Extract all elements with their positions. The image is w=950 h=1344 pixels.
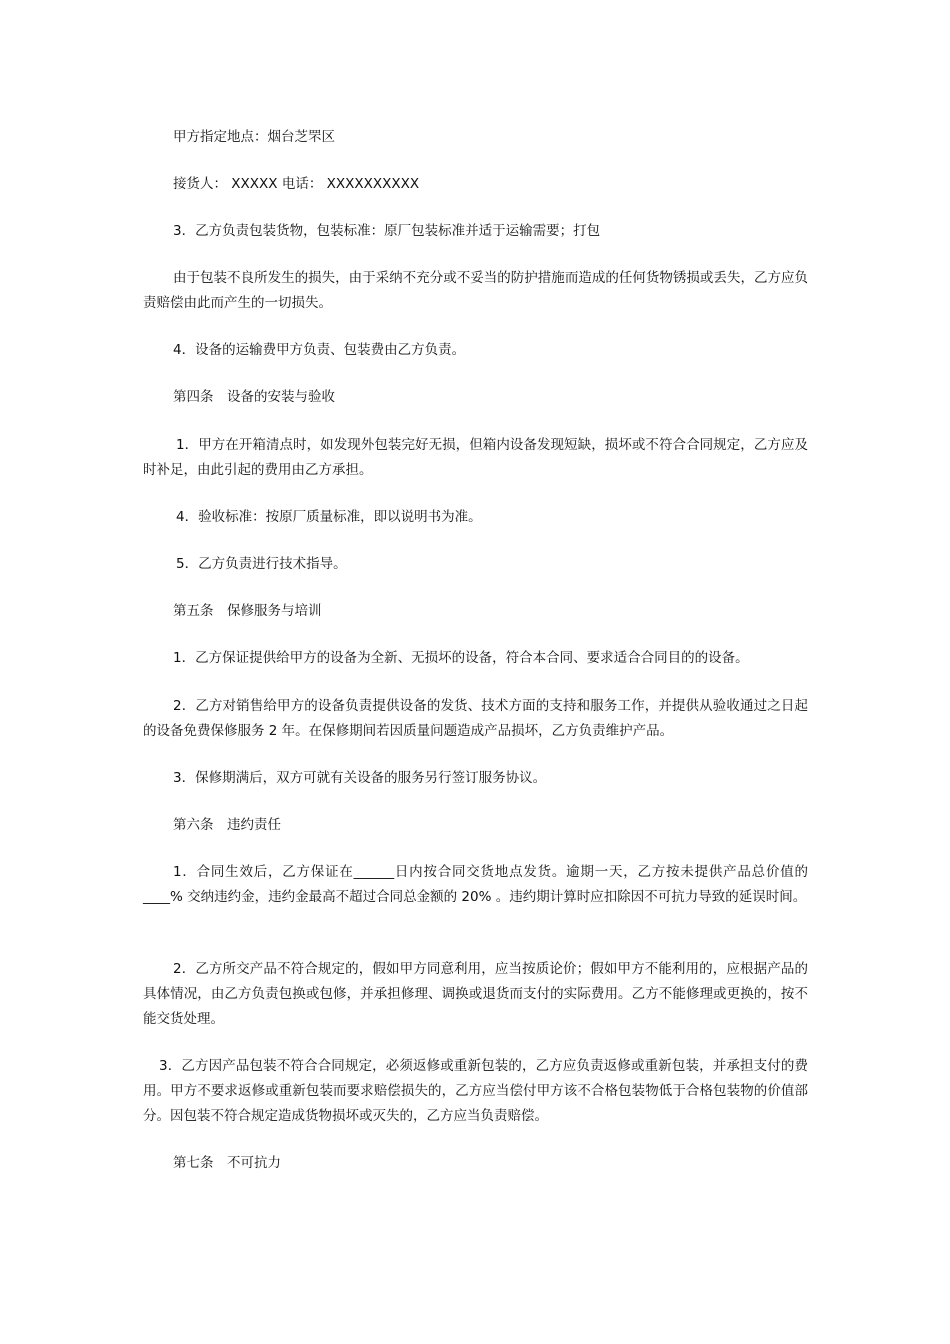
article-6-item-1: 1．合同生效后，乙方保证在______日内按合同交货地点发货。逾期一天，乙方按未提供产品总价值的____% 交纳违约金，违约金最高不超过合同总金额的 20% 。违约期计算时应扣除因不可抗力导致的延误时间。	[143, 864, 808, 905]
document-page	[143, 0, 808, 1344]
article-7-heading: 第七条 不可抗力	[173, 1155, 281, 1171]
article-5-heading: 第五条 保修服务与培训	[173, 603, 322, 619]
article-4-heading: 第四条 设备的安装与验收	[173, 389, 335, 405]
packaging-loss-paragraph: 由于包装不良所发生的损失，由于采纳不充分或不妥当的防护措施而造成的任何货物锈损或丢失，乙方应负责赔偿由此而产生的一切损失。	[143, 270, 808, 311]
article-4-item-4: 4．验收标准：按原厂质量标准，即以说明书为准。	[176, 509, 482, 525]
article-6-heading: 第六条 违约责任	[173, 817, 281, 833]
receiver-contact-line: 接货人： XXXXX 电话： XXXXXXXXXX	[173, 176, 420, 192]
clause-4-transport-fee: 4．设备的运输费甲方负责、包装费由乙方负责。	[173, 342, 466, 358]
clause-3-packaging: 3．乙方负责包装货物，包装标准：原厂包装标准并适于运输需要；打包	[173, 223, 601, 239]
article-5-item-3: 3．保修期满后，双方可就有关设备的服务另行签订服务协议。	[173, 770, 547, 786]
article-4-item-5: 5．乙方负责进行技术指导。	[176, 556, 347, 572]
article-4-item-1: 1．甲方在开箱清点时，如发现外包装完好无损，但箱内设备发现短缺，损坏或不符合合同规定，乙方应及时补足，由此引起的费用由乙方承担。	[143, 437, 808, 478]
article-5-item-2: 2．乙方对销售给甲方的设备负责提供设备的发货、技术方面的支持和服务工作，并提供从验收通过之日起的设备免费保修服务 2 年。在保修期间若因质量问题造成产品损坏，乙方负责维护产品。	[143, 698, 808, 739]
article-5-item-1: 1．乙方保证提供给甲方的设备为全新、无损坏的设备，符合本合同、要求适合合同目的的设备。	[173, 650, 749, 666]
designated-location-line: 甲方指定地点：烟台芝罘区	[173, 129, 335, 145]
article-6-item-3: 3．乙方因产品包装不符合合同规定，必须返修或重新包装的，乙方应负责返修或重新包装，并承担支付的费用。甲方不要求返修或重新包装而要求赔偿损失的，乙方应当偿付甲方该不合格包装物低于合格包装物的价值部分。因包装不符合规定造成货物损坏或灭失的，乙方应当负责赔偿。	[143, 1058, 808, 1124]
article-6-item-2: 2．乙方所交产品不符合规定的，假如甲方同意利用，应当按质论价；假如甲方不能利用的，应根据产品的具体情况，由乙方负责包换或包修，并承担修理、调换或退货而支付的实际费用。乙方不能修理或更换的，按不能交货处理。	[143, 961, 808, 1027]
